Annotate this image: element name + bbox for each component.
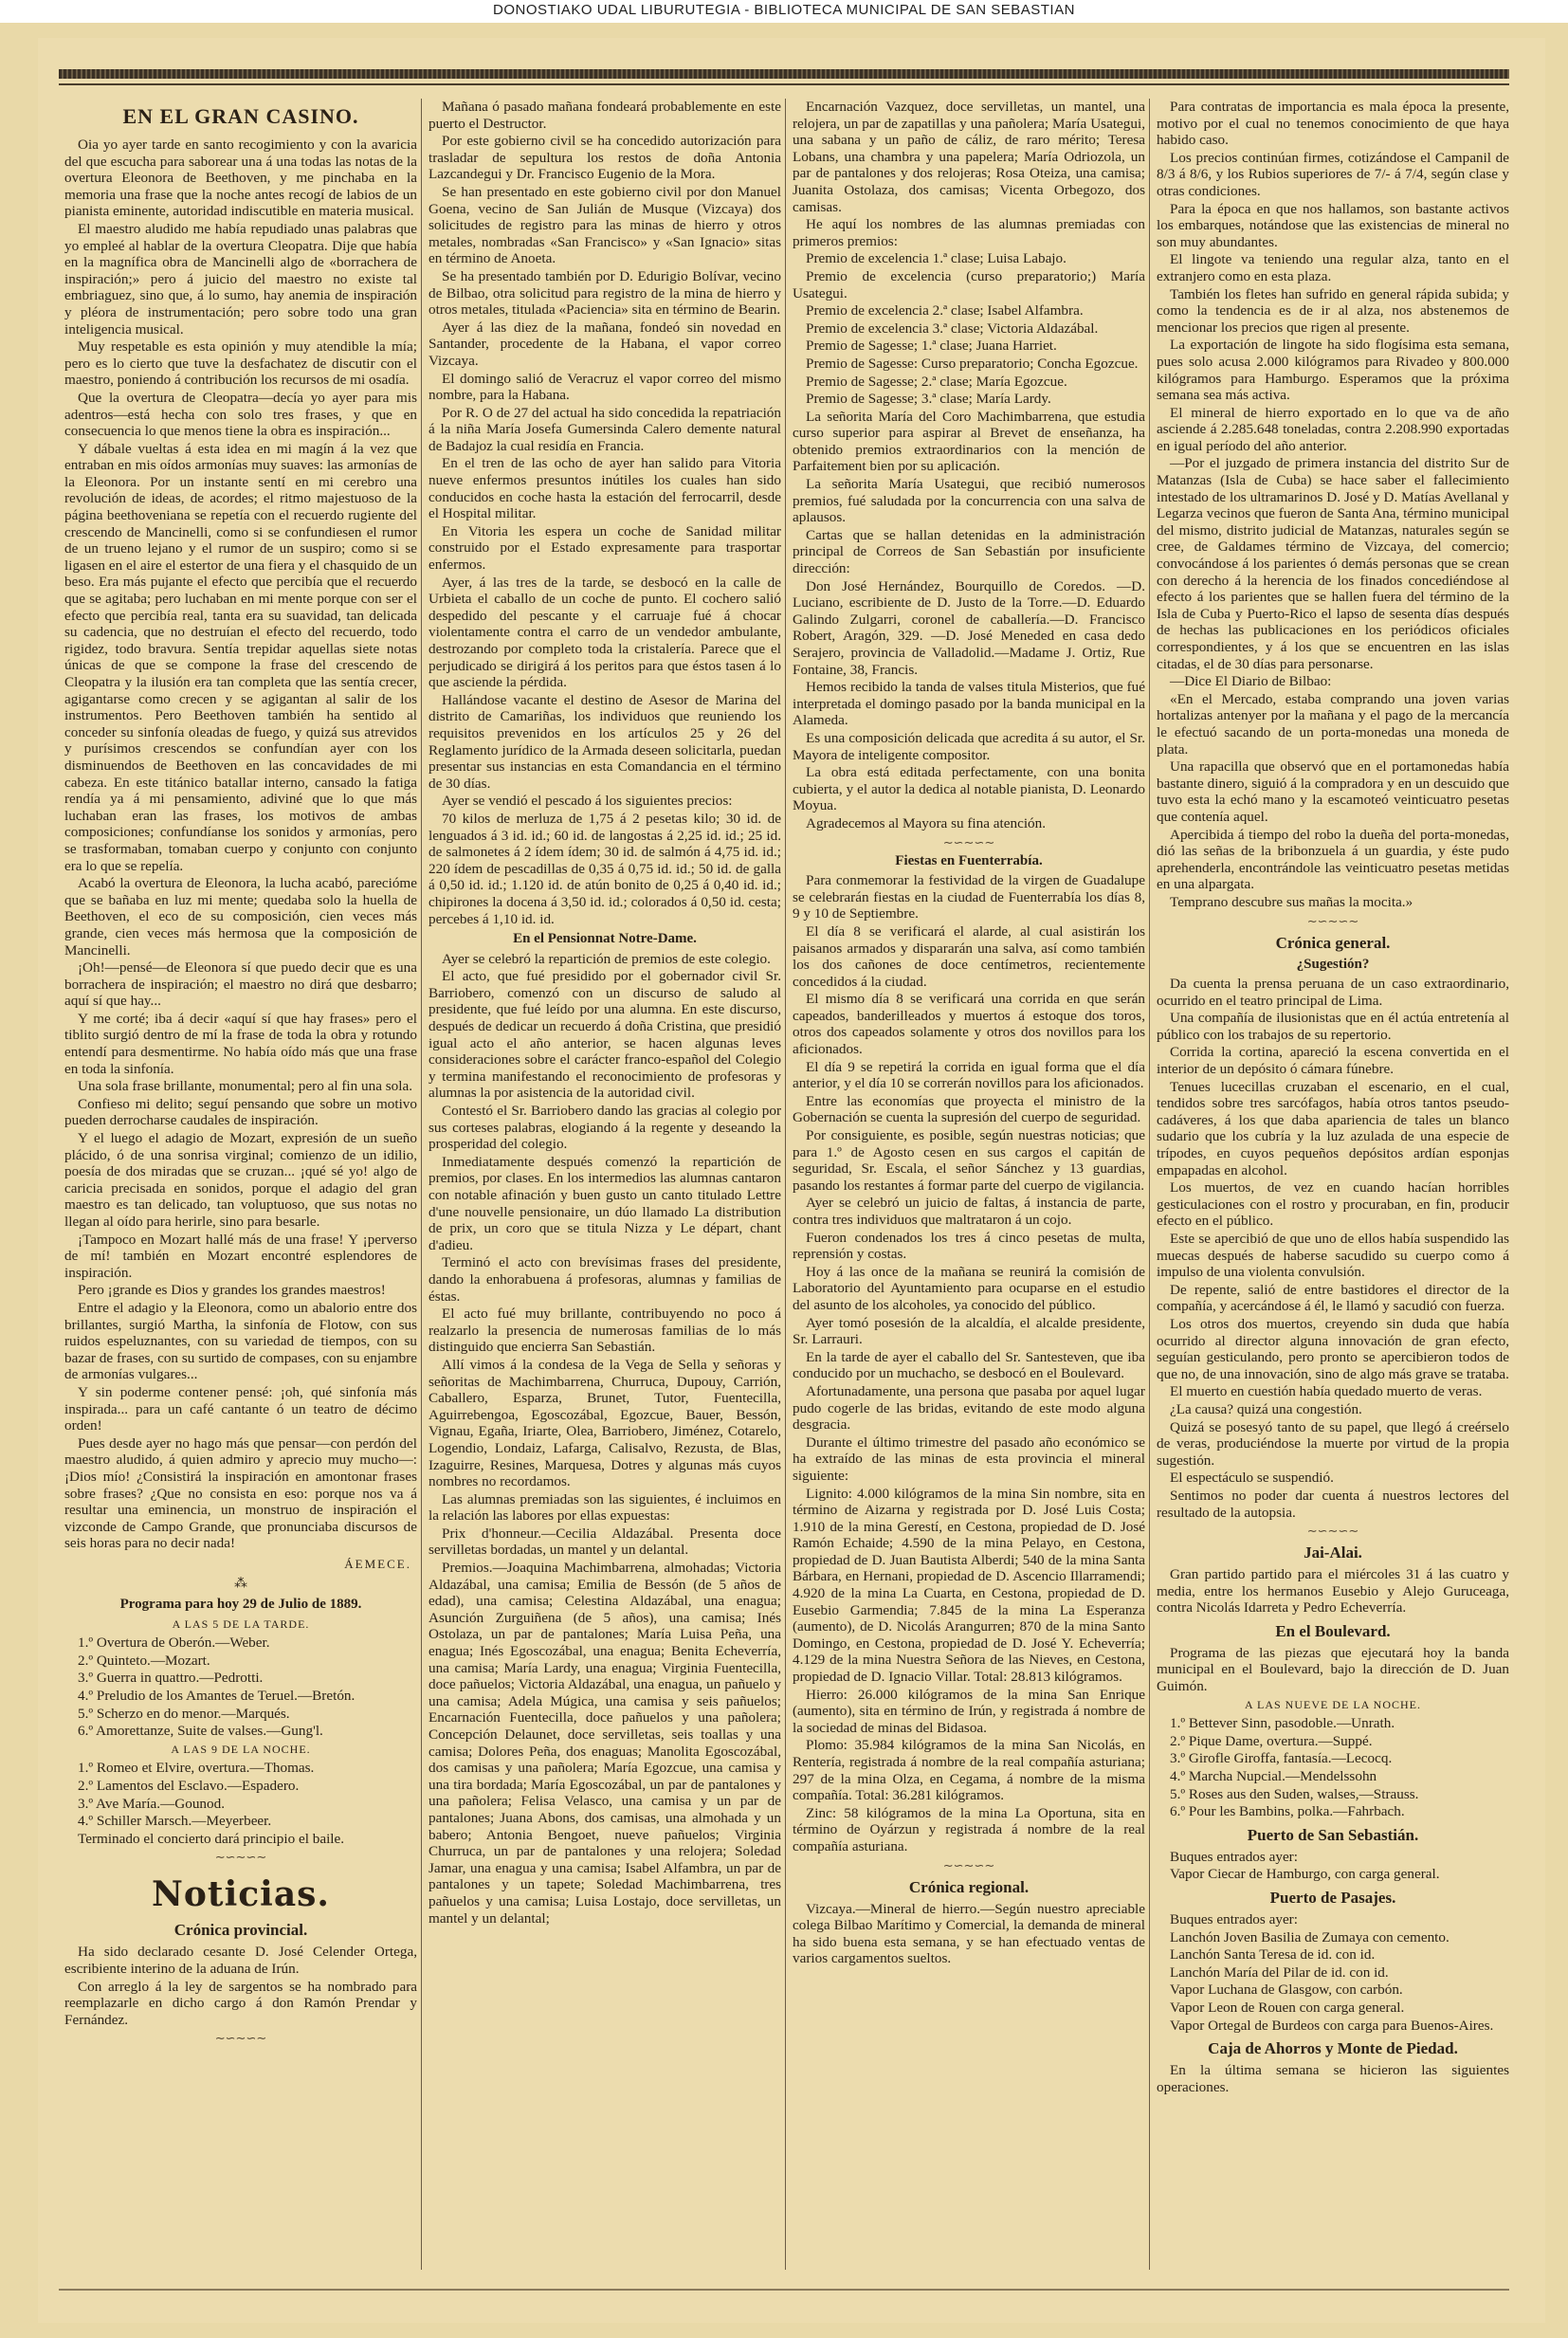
paragraph: ¡Oh!—pensé—de Eleonora sí que puedo decir que es una borrachera de inspiración; el maestro no dirá que desbarro; aquí sí que hay... [64, 959, 417, 1010]
section-body [64, 1944, 417, 2028]
paragraph: Entre el adagio y la Eleonora, como un abalorio entre dos brillantes, surgió Martha, la sinfonía de Flotow, con sus ruidos espeluznantes, con su variedad de tiempos, con su bazar de frases, con su surtido de compases, con su enjambre de armonías vulgares... [64, 1299, 417, 1383]
paragraph: Premio de Sagesse: Curso preparatorio; Concha Egozcue. [806, 355, 1139, 372]
paragraph: El mismo día 8 se verificará una corrida en que serán capeados, banderilleados y muertos á estoque dos toros, otros dos capeados solamente y otros dos novillos para los aficionados. [793, 991, 1145, 1058]
masthead-band [59, 69, 1509, 79]
article-body [64, 137, 417, 1552]
paragraph: Y el luego el adagio de Mozart, expresión de un sueño plácido, ó de una sonrisa virginal; comienzo de un idilio, poesía de dos miradas que se cruzan... ¡qué sé yo! algo de caricia precisada en sonidos, porque el adagio del gran maestro es tan delicado, tan voluptuoso, que sus notas no llegan al oído para herirle, sino para besarle. [64, 1130, 417, 1230]
paragraph: El acto, que fué presidido por el gobernador civil Sr. Barriobero, comenzó con un discurso de saludo al presidente, que fué leído por una alumna. En este discurso, después de dedicar un recuerdo á doña Cristina, que presidió igual acto el año anterior, se hacen algunas leves consideraciones sobre el carácter franco-español del Colegio y termina manifestando el reconocimiento de profesoras y alumnas la por asistencia de la autoridad civil. [428, 968, 781, 1102]
paragraph: Allí vimos á la condesa de la Vega de Sella y señoras y señoritas de Machimbarrena, Churruca, Dupouy, Carrión, Caballero, Esparza, Brunet, Tutor, Fuentecilla, Aguirrebengoa, Egoscozábal, Egozcue, Bauer, Bessón, Vignau, Egaña, Iriarte, Olea, Barriobero, Jiménez, Cotarelo, Logendio, Londaiz, Lafarga, Calisalvo, Rezusta, de Blas, Izaguirre, Resines, Marquesa, Dotres y algunas más cuyos nombres no recordamos. [428, 1356, 781, 1490]
paragraph: Lanchón María del Pilar de id. con id. [1170, 1964, 1389, 1981]
ornament-icon: ∼∽∼∽∼ [214, 2031, 267, 2046]
paragraph: Apercibida á tiempo del robo la dueña del porta-monedas, dió las señas de la bribonzuela á un guardia, y éste pudo aprehenderla, encontrándole las veinticuatro pesetas metidas en una alpargata. [1157, 826, 1509, 893]
program-title: Programa para hoy 29 de Julio de 1889. [119, 1597, 362, 1613]
paragraph: Una rapacilla que observó que en el portamonedas había bastante dinero, siguió á la compradora y en un descuido que tuvo esta la echó mano y la escamoteó veinticuatro pesetas que contenía aquel. [1157, 758, 1509, 825]
paragraph: Es una composición delicada que acredita á su autor, el Sr. Mayora de inteligente compositor. [793, 729, 1145, 763]
paragraph: Oia yo ayer tarde en santo recogimiento y con la avaricia del que escucha para saborear una á una todas las notas de la overtura Eleonora de Beethoven, y me pinchaba en la memoria una frase que la noche antes recogí de labios de un pianista eminente, autoridad indiscutible en materia musical. [64, 137, 417, 220]
signature: ÁEMECE. [344, 1556, 411, 1571]
paragraph: Una sola frase brillante, monumental; pero al fin una sola. [78, 1078, 412, 1095]
paragraph: Inmediatamente después comenzó la repartición de premios, por clases. En los intermedios las alumnas cantaron con notable afinación y buen gusto un canto titulado Lettre d'une nouvelle pensionaire, un dúo llamado La distribution de prix, un coro que se titula Nizza y Le départ, chant d'adieu. [428, 1153, 781, 1253]
paragraph: Corrida la cortina, apareció la escena convertida en el interior de un depósito ó cámara fúnebre. [1157, 1044, 1509, 1078]
paragraph: ¡Tampoco en Mozart hallé más de una frase! Y ¡perverso de mí! también en Mozart encontré esplendores de inspiración. [64, 1231, 417, 1281]
paragraph: De repente, salió de entre bastidores el director de la compañía, y acercándose á él, le llamó y sacudió con fuerza. [1157, 1281, 1509, 1315]
paragraph: Premio de excelencia 2.ª clase; Isabel Alfambra. [806, 302, 1084, 320]
paragraph: La señorita María del Coro Machimbarrena, que estudia curso superior para aspirar al Brevet de enseñanza, ha obtenido premios extraordinarios con la mención de Parfaitement bien por su aplicación. [793, 408, 1145, 475]
paragraph: Entre las economías que proyecta el ministro de la Gobernación se cuenta la supresión del cuerpo de seguridad. [793, 1092, 1145, 1126]
paragraph: Por consiguiente, es posible, según nuestras noticias; que para 1.º de Agosto cesen en sus cargos el capitán de seguridad, Sr. Escala, el señor Sánchez y 13 guardias, pasando los restantes á formar parte del cuerpo de vigilancia. [793, 1127, 1145, 1194]
section-intro: Programa de las piezas que ejecutará hoy la banda municipal en el Boulevard, bajo la dirección de D. Juan Guimón. [1157, 1644, 1509, 1695]
paragraph: 4.º Schiller Marsch.—Meyerbeer. [78, 1813, 272, 1830]
paragraph: Terminó el acto con brevísimas frases del presidente, dando la enhorabuena á profesoras, alumnas y familias de éstas. [428, 1254, 781, 1305]
ornament-icon: ∼∽∼∽∼ [1306, 1524, 1359, 1539]
news-items [1157, 99, 1509, 911]
paragraph: Buques entrados ayer: [1170, 1911, 1298, 1927]
program-list [64, 1760, 417, 1829]
paragraph: 3.º Girofle Giroffa, fantasía.—Lecocq. [1170, 1750, 1393, 1767]
section-heading: Noticias. [152, 1874, 330, 1915]
section-title: Fiestas en Fuenterrabía. [895, 852, 1043, 868]
section-title: Crónica provincial. [173, 1921, 308, 1940]
paragraph: Premio de excelencia 3.ª clase; Victoria Aldazábal. [806, 320, 1099, 337]
paragraph: Vapor Leon de Rouen con carga general. [1170, 1999, 1405, 2016]
paragraph: 3.º Ave María.—Gounod. [78, 1795, 226, 1812]
paragraph: Ayer á las diez de la mañana, fondeó sin novedad en Santander, procedente de la Habana, el vapor correo Vizcaya. [428, 319, 781, 369]
paragraph: 3.º Guerra in quattro.—Pedrotti. [78, 1670, 264, 1687]
paragraph: Se han presentado en este gobierno civil por don Manuel Goena, vecino de San Julián de Musque (Vizcaya) dos solicitudes de registro para las minas de hierro y otros metales, nombradas «San Francisco» y «San Ignacio» sitas en término de Anoeta. [428, 183, 781, 267]
paragraph: Y sin poderme contener pensé: ¡oh, qué sinfonía más inspirada... para un café cantante ó un teatro de décimo orden! [64, 1383, 417, 1434]
paragraph: Premio de Sagesse; 2.ª clase; María Egozcue. [806, 373, 1067, 390]
paragraph: Por este gobierno civil se ha concedido autorización para trasladar de sepultura los restos de doña Antonia Lazcandegui y Dr. Francisco Eugenio de la Mora. [428, 133, 781, 183]
paragraph: Para contratas de importancia es mala época la presente, motivo por el cual no tenemos conocimiento de que haya habido caso. [1157, 99, 1509, 149]
section-title: Crónica general. [1275, 933, 1391, 952]
paragraph: Hallándose vacante el destino de Asesor de Marina del distrito de Camariñas, los individuos que reuniendo los requisitos prevenidos en los artículos 25 y 26 del Reglamento jurídico de la Armada deseen solicitarla, puedan presentar sus instancias en esta Comandancia en el término de 30 días. [428, 691, 781, 792]
paragraph: Por R. O de 27 del actual ha sido concedida la repatriación á la niña María Josefa Gumersinda Calero demente natural de Badajoz la cual residía en Francia. [428, 404, 781, 454]
paragraph: Fueron condenados los tres á cinco pesetas de multa, reprensión y costas. [793, 1229, 1145, 1263]
paragraph: «En el Mercado, estaba comprando una joven varias hortalizas antenyer por la mañana y el pago de la mercancía le efectuó sacando de un porta-monedas una moneda de plata. [1157, 690, 1509, 758]
paragraph: Vapor Ciecar de Hamburgo, con carga general. [1170, 1866, 1440, 1883]
paragraph: Que la overtura de Cleopatra—decía yo ayer para mis adentros—está hecha con solo tres frases, y que en consecuencia lo que menos tiene la obra es inspiración... [64, 389, 417, 440]
paragraph: Encarnación Vazquez, doce servilletas, un mantel, una relojera, un par de zapatillas y una pañolera; María Usategui, una sabana y un paño de cáliz, de raro mérito; Teresa Lobans, una chambra y una papelera; María Odriozola, un par de pantalones y dos relojeras; Rosa Oteiza, una camisa; Juanita Ostolaza, dos camisas; Vicenta Orbegozo, dos camisas. [793, 99, 1145, 215]
paragraph: Agradecemos al Mayora su fina atención. [806, 814, 1047, 831]
paragraph: Ayer se celebró la repartición de premios de este colegio. [442, 950, 771, 967]
library-banner: DONOSTIAKO UDAL LIBURUTEGIA - BIBLIOTECA MUNICIPAL DE SAN SEBASTIAN [0, 0, 1568, 23]
section-body [793, 872, 1145, 1854]
bottom-rule [59, 2289, 1509, 2291]
paragraph: El muerto en cuestión había quedado muerto de veras. [1170, 1383, 1483, 1400]
section-body [1157, 2062, 1509, 2095]
paragraph: Temprano descubre sus mañas la mocita.» [1170, 893, 1413, 910]
paragraph: La obra está editada perfectamente, con una bonita cubierta, y el autor la dedica al notable pianista, D. Leonardo Moyua. [793, 764, 1145, 814]
paragraph: Se ha presentado también por D. Edurigio Bolívar, vecino de Bilbao, otra solicitud para registro de la mina de hierro y otros metales, titulada «Paciencia» sita en término de Bearin. [428, 267, 781, 319]
paragraph: Prix d'honneur.—Cecilia Aldazábal. Presenta doce servilletas bordadas, un mantel y un delantal. [428, 1525, 781, 1559]
paragraph: En la última semana se hicieron las siguientes operaciones. [1157, 2062, 1509, 2095]
paragraph: En Vitoria les espera un coche de Sanidad militar construido por el Estado expresamente para trasportar enfermos. [428, 522, 781, 574]
ornament-icon: ∼∽∼∽∼ [942, 1857, 995, 1872]
paragraph: Ayer se celebró un juicio de faltas, á instancia de parte, contra tres individuos que maltrataron á un cojo. [793, 1195, 1145, 1228]
program-list [64, 1635, 417, 1740]
paragraph: El día 9 se repetirá la corrida en igual forma que el día anterior, y el día 10 se correrán novillos para los aficionados. [793, 1058, 1145, 1092]
paragraph: 4.º Preludio de los Amantes de Teruel.—Bretón. [78, 1688, 356, 1705]
column-4 [1157, 99, 1509, 2289]
paragraph: Ayer, á las tres de la tarde, se desbocó en la calle de Urbieta el caballo de un coche de punto. El cochero salió despedido del pescante y el carruaje fué á chocar violentamente contra el carro de un vendedor ambulante, destrozando por completo toda la cristalería. Parece que el perjudicado se dirigirá á los peritos para que éstos tasen á lo que asciende la pérdida. [428, 574, 781, 691]
paragraph: Una compañía de ilusionistas que en él actúa entretenía al público con los trabajos de su repertorio. [1157, 1010, 1509, 1043]
masthead-rule [59, 83, 1509, 85]
paragraph: Vapor Luchana de Glasgow, con carbón. [1170, 1982, 1403, 1999]
paragraph: El domingo salió de Veracruz el vapor correo del mismo nombre, para la Habana. [428, 370, 781, 404]
paragraph: —Por el juzgado de primera instancia del distrito Sur de Matanzas (Isla de Cuba) se hace saber el fallecimiento intestado de los ultramarinos D. José y D. Matías Avellanal y Legarza vecinos que fueron de Santa Ana, término municipal del mismo, distrito judicial de Matanzas, naturales según se cree, de Galdames término de Vizcaya, del comercio; convocándose á los parientes ó demás personas que se crean con derecho á la herencia de los finados concediéndose al efecto á los parientes que se hallen fuera del término de la Isla de Cuba y Puerto-Rico el lapso de sesenta días después de hechas las publicaciones en los periódicos oficiales correspondientes, y á los que se encuentren en las islas citadas, el de 30 días para personarse. [1157, 455, 1509, 672]
paragraph: Durante el último trimestre del pasado año económico se ha extraído de las minas de esta provincia el mineral siguiente: [793, 1434, 1145, 1484]
article-title: EN EL GRAN CASINO. [122, 104, 359, 128]
program-note: Terminado el concierto dará principio el baile. [78, 1830, 345, 1847]
paragraph: He aquí los nombres de las alumnas premiadas con primeros premios: [793, 216, 1145, 249]
paragraph: El espectáculo se suspendió. [1170, 1470, 1334, 1487]
paragraph: 2.º Lamentos del Esclavo.—Espadero. [78, 1778, 300, 1794]
section-title: Jai-Alai. [1304, 1543, 1362, 1562]
column-3 [793, 99, 1145, 2289]
paragraph: Plomo: 35.984 kilógramos de la mina San Nicolás, en Rentería, registrada á nombre de la real compañía asturiana; 297 de la mina Olza, en Cegama, á nombre de la misma compañía. Total: 36.281 kilógramos. [793, 1737, 1145, 1804]
paragraph: 70 kilos de merluza de 1,75 á 2 pesetas kilo; 30 id. de lenguados á 3 id. id.; 60 id. de langostas á 2,25 id. id.; 25 id. de salmonetes á 2 ídem ídem; 30 id. de salmón á 4,75 id. id.; 220 ídem de pescadillas de 0,35 á 0,75 id. id.; 50 id. de galla á 0,50 id. id.; 1.120 id. de atún bonito de 0,25 á 0,40 id. id.; chipirones la docena á 3,50 id. id.; colorados á 0,50 id. cesta; percebes á 1,10 id. id. [428, 810, 781, 927]
paragraph: El maestro aludido me había repudiado unas palabras que yo empleé al hablar de la overtura Cleopatra. Dije que había en la magnífica obra de Mancinelli algo de «borrachera de inspiración;» pero á juicio del maestro no existe tal embriaguez, sino que, á lo sumo, hay anemia de inspiración y pléora de instrumentación; pero sobre todo una gran inteligencia musical. [64, 220, 417, 338]
program-list [1157, 1715, 1509, 1820]
section-title: Puerto de Pasajes. [1269, 1889, 1396, 1907]
ornament-icon: ∼∽∼∽∼ [1306, 913, 1359, 928]
section-body [1157, 1849, 1509, 1883]
news-items [428, 99, 781, 927]
paragraph: 1.º Romeo et Elvire, overtura.—Thomas. [78, 1760, 315, 1777]
paragraph: Da cuenta la prensa peruana de un caso extraordinario, ocurrido en el teatro principal de Lima. [1157, 976, 1509, 1009]
paragraph: Vizcaya.—Mineral de hierro.—Según nuestro apreciable colega Bilbao Marítimo y Comercial, la demanda de mineral ha sido buena esta semana, y se han efectuado ventas de varios cargamentos sueltos. [793, 1900, 1145, 1967]
paragraph: Ayer tomó posesión de la alcaldía, el alcalde presidente, Sr. Larrauri. [793, 1314, 1145, 1348]
column-2 [428, 99, 781, 2289]
paragraph: Hierro: 26.000 kilógramos de la mina San Enrique (aumento), sita en término de Irún, y registrada á nombre de la sociedad de minas del Bidasoa. [793, 1686, 1145, 1736]
ornament-icon: ∼∽∼∽∼ [942, 834, 995, 849]
paragraph: Sentimos no poder dar cuenta á nuestros lectores del resultado de la autopsia. [1157, 1487, 1509, 1521]
paragraph: Tenues lucecillas cruzaban el escenario, en el cual, tendidos sobre tres sarcófagos, había otros tantos pseudo-cadáveres, á los que daba apariencia de tales un blanco sudario que los cubría y la luz azulada de una especie de trípodes, en cuyos pequeños depósitos ardían esponjas empapadas en alcohol. [1157, 1078, 1509, 1178]
ornament-icon: ∼∽∼∽∼ [214, 1850, 267, 1865]
paragraph: Confieso mi delito; seguí pensando que sobre un motivo pueden derrocharse caudales de inspiración. [64, 1095, 417, 1129]
section-title: Caja de Ahorros y Monte de Piedad. [1208, 2039, 1458, 2058]
paragraph: Lignito: 4.000 kilógramos de la mina Sin nombre, sita en término de Aizarna y registrada por D. José Luis Costa; 1.910 de la mina Gerestí, en Cestona, propiedad de D. José Ramón Echaide; 4.590 de la mina Pelayo, en Cestona, propiedad de D. Juan Bautista Alberdi; 540 de la mina Santa Bárbara, en Hernani, propiedad de D. Ascencio Illarramendi; 4.920 de la mina La Cuarta, en Cestona, propiedad de D. Eusebio Garmendia; 7.845 de la mina La Esperanza (aumento), de D. Nicolás Arangurren; 870 de la mina Santo Domingo, en Cestona, propiedad de D. José Y. Echeverría; 4.129 de la mina Nuestra Señora de las Nieves, en Cestona, propiedad de D. Ignacio Villar. Total: 28.813 kilógramos. [793, 1485, 1145, 1686]
section-body [793, 1901, 1145, 1967]
paragraph: Acabó la overtura de Eleonora, la lucha acabó, parecióme que se bañaba en luz mi mente; quedaba solo la huella de Beethoven, el eco de su composición, cien veces más grande, cien veces más hermosa que la composición de Mancinelli. [64, 875, 417, 959]
paragraph: También los fletes han sufrido en general rápida subida; y como la tendencia es de ir al alza, nos abstenemos de mencionar los precios que rigen al presente. [1157, 285, 1509, 336]
paragraph: En la tarde de ayer el caballo del Sr. Santesteven, que iba conducido por un muchacho, se desbocó en el Boulevard. [793, 1348, 1145, 1382]
paragraph: Las alumnas premiadas son las siguientes, é incluimos en la relación las labores por ellas expuestas: [428, 1490, 781, 1525]
paragraph: 6.º Pour les Bambins, polka.—Fahrbach. [1170, 1803, 1405, 1820]
paragraph: Hoy á las once de la mañana se reunirá la comisión de Laboratorio del Ayuntamiento para ocuparse en el estudio del asunto de los alcoholes, ya conocido del público. [793, 1263, 1145, 1313]
separator-icon: ⁂ [234, 1577, 247, 1592]
paragraph: —Dice El Diario de Bilbao: [1170, 673, 1332, 690]
paragraph: 4.º Marcha Nupcial.—Mendelssohn [1170, 1768, 1377, 1785]
paragraph: Don José Hernández, Bourquillo de Coredos. —D. Luciano, escribiente de D. Justo de la Torre.—D. Eduardo Galindo Zulgarri, coronel de caballería.—D. Francisco Robert, Aragón, 329. —D. José Meneded en casa dedo Serajero, provincia de Valladolid.—Madame J. Ortiz, Rue Fontaine, 38, Francis. [793, 577, 1145, 678]
paragraph: Quizá se posesyó tanto de su papel, que llegó á creérselo de veras, produciéndose la muerte por virtud de la propia sugestión. [1157, 1418, 1509, 1469]
paragraph: Muy respetable es esta opinión y muy atendible la mía; pero es lo cierto que tuve la desfachatez de discutir con el maestro, poniendo á contribución los recursos de mi osadía. [64, 338, 417, 389]
column-rule [785, 99, 786, 2270]
paragraph: Vapor Ortegal de Burdeos con carga para Buenos-Aires. [1170, 2017, 1494, 2034]
paragraph: Y me corté; iba á decir «aquí sí que hay frases» pero el tiblito surgió dentro de mí la frase de toda la obra y rotundo entendí para desmentirme. No había oído más que una frase en toda la sinfonía. [64, 1010, 417, 1077]
paragraph: Gran partido partido para el miércoles 31 á las cuatro y media, entre los hermanos Eusebio y Alejo Guruceaga, contra Nicolás Idarreta y Pedro Echeverría. [1157, 1566, 1509, 1617]
paragraph: Los otros dos muertos, creyendo sin duda que había ocurrido al director alguna innovación de gran efecto, seguían gesticulando, pero pronto se apercibieron todos de que no, de una innovación, sino de algo más grave se trataba. [1157, 1315, 1509, 1382]
paragraph: Y dábale vueltas á esta idea en mi magín á la vez que entraban en mis oídos armonías muy suaves: las armonías de la Eleonora. Por un instante sentí en mi cerebro una revolución de ideas, de acordes; el ritmo majestuoso de la página beethoveniana se repetía con el recuerdo rugiente del crescendo de Mancinelli, como si se confundiesen el rumor de un trueno lejano y el rumor de un suspiro; como si se ligasen en el aire el estertor de una fiera y el chasquido de un beso. Era más pujante el efecto que percibía que el recuerdo que se agitaba; pero luchaban en mi mente porque con ser el efecto que percibía real, tanta era su suavidad, tan delicada su cadencia, que no destruían el efecto del recuerdo, todo rigidez, todo bravura. Sentía trepidar aquellas siete notas únicas de que se compone la frase del crescendo de Cleopatra y la ilusión era tan completa que las sentía crecer, agigantarse como crecen y se agigantan al salir de los instrumentos. Pero Beethoven también ha sentido al conceder su sinfonía oleadas de fuego, y quizá sus atrevidos y purísimos crescendos se confundían ayer con los disminuendos de Beethoven en las concavidades de mi cabeza. En este titánico batallar interno, cansado la fatiga rendía ya á mi pensamiento, adiviné que lo que más luchaban eran las frases, los motivos de ambas composiciones; confundíanse los sonidos y armonías, pero se trasformaban, tomaban cuerpo y conjunto con conjunto era lo que se repelía. [64, 440, 417, 874]
program-subtitle: A LAS NUEVE DE LA NOCHE. [1245, 1697, 1421, 1711]
section-body [1157, 976, 1509, 1521]
paragraph: 1.º Bettever Sinn, pasodoble.—Unrath. [1170, 1715, 1395, 1732]
column-rule [1149, 99, 1150, 2270]
paragraph: El día 8 se verificará el alarde, al cual asistirán los paisanos armados y dispararán una salva, así como también los dos cañones de doce centímetros, recientemente concedidos á la ciudad. [793, 922, 1145, 990]
paragraph: Zinc: 58 kilógramos de la mina La Oportuna, sita en término de Oyárzun y registrada á nombre de la real compañía asturiana. [793, 1804, 1145, 1854]
program-subtitle: A LAS 9 DE LA NOCHE. [171, 1742, 311, 1756]
paragraph: Contestó el Sr. Barriobero dando las gracias al colegio por sus corteses palabras, elogiando á la regente y deseando la prosperidad del colegio. [428, 1103, 781, 1153]
paragraph: Este se apercibió de que uno de ellos había suspendido las muecas después de haberse sacudido su cuerpo como á impulso de una violenta convulsión. [1157, 1231, 1509, 1281]
paragraph: Afortunadamente, una persona que pasaba por aquel lugar pudo cogerle de las bridas, evitando de este modo alguna desgracia. [793, 1382, 1145, 1434]
section-title: En el Boulevard. [1275, 1621, 1391, 1640]
paragraph: Los precios continúan firmes, cotizándose el Campanil de 8/3 á 8/6, y los Rubios superiores de 7/- á 7/4, según clase y otras condiciones. [1157, 149, 1509, 199]
paragraph: 1.º Overtura de Oberón.—Weber. [78, 1635, 270, 1652]
paragraph: Buques entrados ayer: [1170, 1848, 1298, 1865]
program-subtitle: A LAS 5 DE LA TARDE. [172, 1617, 310, 1631]
paragraph: Premio de excelencia (curso preparatorio;) María Usategui. [793, 267, 1145, 301]
paragraph: 5.º Scherzo en do menor.—Marqués. [78, 1705, 290, 1722]
paragraph: Pues desde ayer no hago más que pensar—con perdón del maestro aludido, á quien admiro y aprecio muy mucho—: ¡Dios mío! ¿Consistirá la inspiración en amontonar frases sobre frases? ¿Que no consista en eso: porque nos va á resultar una eminencia, un monstruo de inspiración el vizconde de Campo Grande, que pronunciaba discursos de seis horas para no decir nada! [64, 1434, 417, 1552]
paragraph: Para conmemorar la festividad de la virgen de Guadalupe se celebrarán fiestas en la ciudad de Fuenterrabía los días 8, 9 y 10 de Septiembre. [793, 872, 1145, 922]
section-title: En el Pensionnat Notre-Dame. [513, 931, 697, 947]
paragraph: La exportación de lingote ha sido flogísima esta semana, pues solo acusa 2.000 kilógramos para Rivadeo y 800.000 kilógramos para Hamburgo. Esperamos que la próxima semana sea más activa. [1157, 337, 1509, 404]
paragraph: Para la época en que nos hallamos, son bastante activos los embarques, notándose que las existencias de mineral no son muy abundantes. [1157, 200, 1509, 250]
section-title: Puerto de San Sebastián. [1247, 1825, 1419, 1844]
paragraph: El acto fué muy brillante, contribuyendo no poco á realzarlo la presencia de numerosas familias de lo más distinguido que encierra San Sebastián. [428, 1306, 781, 1356]
paragraph: Lanchón Joven Basilia de Zumaya con cemento. [1170, 1928, 1449, 1945]
paragraph: ¿La causa? quizá una congestión. [1170, 1400, 1362, 1417]
paragraph: Ha sido declarado cesante D. José Celender Ortega, escribiente interino de la aduana de Irún. [64, 1944, 417, 1977]
paragraph: El mineral de hierro exportado en lo que va de año asciende á 2.285.648 toneladas, contra 2.208.990 exportadas en igual período del año anterior. [1157, 404, 1509, 454]
paragraph: Mañana ó pasado mañana fondeará probablemente en este puerto el Destructor. [428, 99, 781, 132]
paragraph: Premio de Sagesse; 3.ª clase; María Lardy. [806, 391, 1051, 408]
section-body [1157, 1566, 1509, 1617]
paragraph: Pero ¡grande es Dios y grandes los grandes maestros! [78, 1282, 386, 1299]
column-1 [64, 99, 417, 2289]
section-body [1157, 1911, 1509, 2034]
section-subtitle: ¿Sugestión? [1296, 956, 1370, 972]
paragraph: 2.º Pique Dame, overtura.—Suppé. [1170, 1732, 1373, 1749]
paragraph: Cartas que se hallan detenidas en la administración principal de Correos de San Sebastián por insuficiente dirección: [793, 526, 1145, 577]
paragraph: Lanchón Santa Teresa de id. con id. [1170, 1946, 1376, 1964]
section-body [428, 951, 781, 1927]
column-rule [421, 99, 422, 2270]
paragraph: Con arreglo á la ley de sargentos se ha nombrado para reemplazarle en dicho cargo á don Ramón Prendar y Fernández. [64, 1978, 417, 2028]
paragraph: Hemos recibido la tanda de valses titula Misterios, que fué interpretada el domingo pasado por la banda municipal en la Alameda. [793, 679, 1145, 729]
paragraph: 5.º Roses aus den Suden, walses,—Strauss. [1170, 1785, 1419, 1802]
paragraph: 2.º Quinteto.—Mozart. [78, 1652, 210, 1669]
paragraph: Premio de excelencia 1.ª clase; Luisa Labajo. [806, 250, 1067, 267]
paragraph: El lingote va teniendo una regular alza, tanto en el extranjero como en esta plaza. [1157, 251, 1509, 284]
paragraph: Los muertos, de vez en cuando hacían horribles gesticulaciones con el rostro y procuraban, en fin, producir efecto en el público. [1157, 1179, 1509, 1230]
paragraph: Premio de Sagesse; 1.ª clase; Juana Harriet. [806, 338, 1057, 355]
paragraph: Premios.—Joaquina Machimbarrena, almohadas; Victoria Aldazábal, una camisa; Emilia de Bessón (de 5 años de edad), una camisa; Celestina Aldazábal, una enagua; Asunción Zurguiñena (de 5 años), una camisa; Inés Ostolaza, un par de pantalones; María Luisa Peña, una enagua; Inés Egoscozábal, una enagua; Benita Echeverría, una camisa; María Lardy, una enagua; Virginia Fuentecilla, doce pañuelos; Victoria Aldazábal, una enagua, un pañuelo y una camisa; Adela Múgica, una camisa y seis pañuelos; Encarnación Fuentecilla, doce pañuelos y una pañolera; Concepción Delaunet, doce servilletas, seis toallas y una camisa; Dolores Peña, dos enaguas; Manolita Egoscozábal, dos camisas y una pañolera; María Egozcue, una camisa y una tira bordada; María Egoscozábal, un par de pantalones y una pañolera; Felisa Velasco, una camisa y un par de pantalones; Juana Abons, dos camisas, una almohada y un babero; Antonia Bengoet, nueve pañuelos; Virginia Churruca, un par de pantalones y una relojera; Soledad Jamar, una enagua y una camisa; Isabel Alfambra, un par de pantalones y un tapete; Soledad Machimbarrena, tres pañuelos y una camisa; Luisa Lostajo, doce servilletas, un mantel y un delantal; [428, 1560, 781, 1927]
paragraph: La señorita María Usategui, que recibió numerosos premios, fué saludada por la concurrencia con una salva de aplausos. [793, 476, 1145, 526]
news-items [793, 99, 1145, 832]
paragraph: 6.º Amorettanze, Suite de valses.—Gung'l. [78, 1723, 323, 1740]
paragraph: En el tren de las ocho de ayer han salido para Vitoria nueve enfermos presuntos inútiles los cuales han sido conducidos en coche hasta la estación del ferrocarril, desde el Hospital militar. [428, 455, 781, 522]
paragraph: Ayer se vendió el pescado á los siguientes precios: [442, 793, 733, 810]
section-title: Crónica regional. [908, 1877, 1030, 1896]
